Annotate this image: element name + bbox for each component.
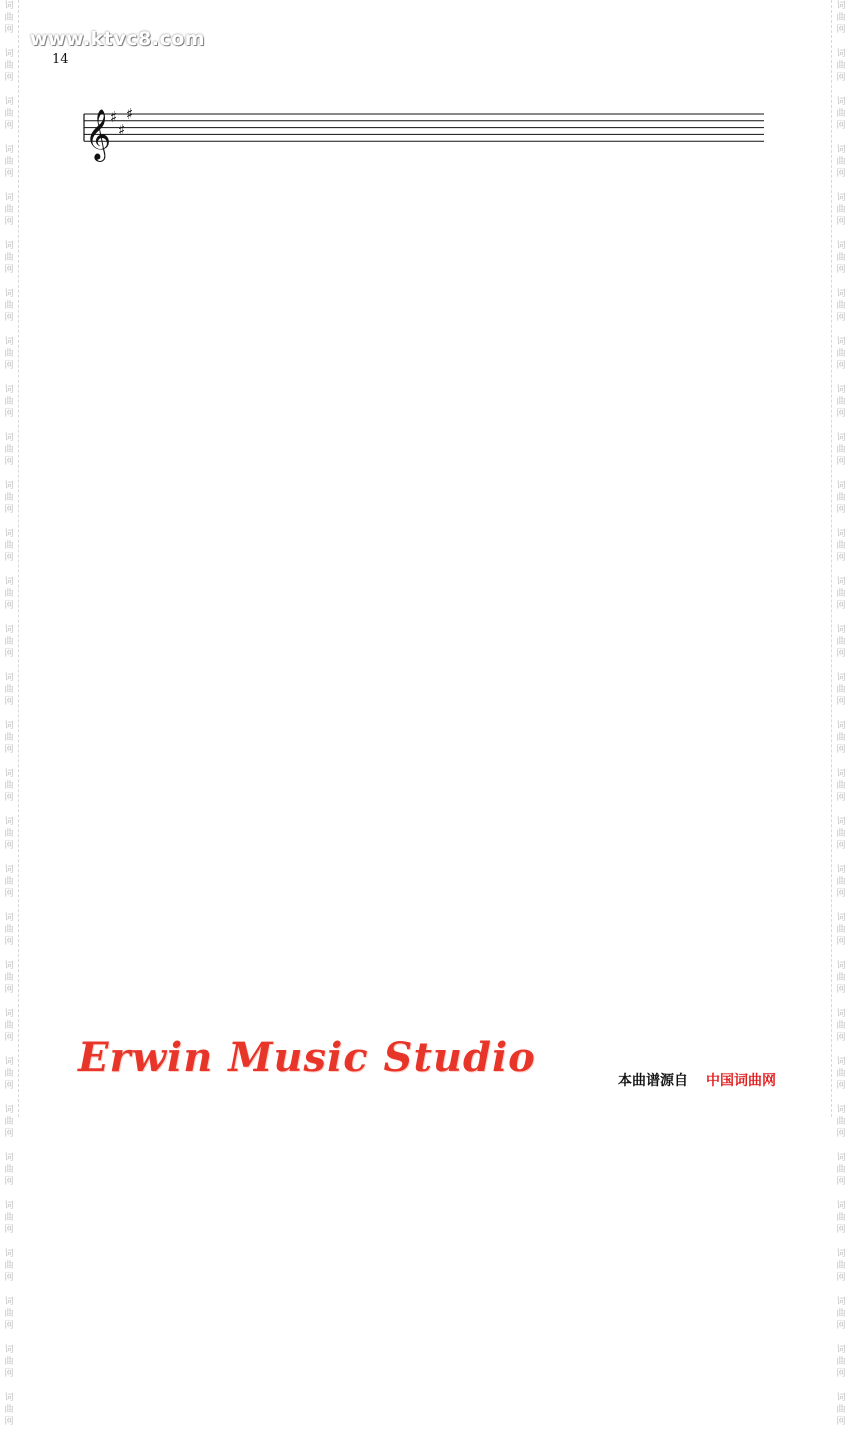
side-watermark-gap (0, 1332, 18, 1344)
side-watermark-glyph: 曲 (4, 1309, 14, 1319)
side-watermark-glyph: 网 (836, 1321, 846, 1331)
side-watermark-glyph: 网 (836, 217, 846, 227)
side-watermark-glyph: 词 (836, 625, 846, 635)
side-watermark-glyph: 词 (836, 769, 846, 779)
side-watermark-glyph: 曲 (4, 301, 14, 311)
side-watermark-glyph: 曲 (836, 109, 846, 119)
side-watermark-glyph: 词 (836, 577, 846, 587)
side-watermark-glyph: 曲 (836, 1117, 846, 1127)
side-watermark-glyph: 曲 (836, 637, 846, 647)
side-watermark-glyph: 词 (4, 769, 14, 779)
side-watermark-glyph: 网 (836, 649, 846, 659)
side-watermark-glyph: 词 (4, 1105, 14, 1115)
side-watermark-glyph: 曲 (4, 1261, 14, 1271)
side-watermark-glyph: 网 (4, 649, 14, 659)
side-watermark-glyph: 曲 (4, 205, 14, 215)
side-watermark-glyph: 曲 (836, 1069, 846, 1079)
side-watermark-glyph: 网 (4, 937, 14, 947)
side-watermark-glyph: 词 (836, 1249, 846, 1259)
side-watermark-glyph: 词 (4, 1057, 14, 1067)
side-watermark-glyph: 曲 (4, 109, 14, 119)
side-watermark-glyph: 曲 (4, 445, 14, 455)
side-watermark-glyph: 词 (836, 49, 846, 59)
side-watermark-glyph: 词 (836, 1297, 846, 1307)
side-watermark-glyph: 词 (836, 913, 846, 923)
side-watermark-glyph: 词 (836, 1153, 846, 1163)
side-watermark-glyph: 网 (4, 505, 14, 515)
side-watermark-glyph: 网 (836, 1033, 846, 1043)
side-watermark-glyph: 网 (836, 265, 846, 275)
side-watermark-glyph: 词 (836, 97, 846, 107)
side-watermark-gap (832, 1284, 850, 1296)
side-watermark-glyph: 网 (836, 313, 846, 323)
side-watermark-glyph: 曲 (836, 1165, 846, 1175)
side-watermark-glyph: 词 (836, 1, 846, 11)
side-watermark-glyph: 曲 (836, 61, 846, 71)
side-watermark-glyph: 曲 (836, 1261, 846, 1271)
side-watermark-glyph: 词 (836, 145, 846, 155)
side-watermark-glyph: 网 (4, 985, 14, 995)
side-watermark-glyph: 曲 (836, 733, 846, 743)
side-watermark-glyph: 词 (4, 1393, 14, 1403)
side-watermark-glyph: 词 (836, 433, 846, 443)
side-watermark-glyph: 网 (836, 361, 846, 371)
side-watermark-glyph: 词 (836, 865, 846, 875)
side-watermark-glyph: 曲 (4, 1165, 14, 1175)
side-watermark-glyph: 曲 (836, 1309, 846, 1319)
side-watermark-glyph: 曲 (4, 877, 14, 887)
side-watermark-gap (832, 1188, 850, 1200)
side-watermark-glyph: 词 (4, 1297, 14, 1307)
side-watermark-glyph: 网 (4, 1129, 14, 1139)
side-watermark-glyph: 网 (4, 169, 14, 179)
side-watermark-glyph: 网 (4, 745, 14, 755)
side-watermark-glyph: 词 (836, 1345, 846, 1355)
side-watermark-glyph: 曲 (4, 1213, 14, 1223)
side-watermark-gap (0, 1140, 18, 1152)
side-watermark-glyph: 词 (4, 1153, 14, 1163)
side-watermark-glyph: 曲 (4, 493, 14, 503)
side-watermark-glyph: 曲 (836, 13, 846, 23)
side-watermark-glyph: 曲 (836, 493, 846, 503)
side-watermark-glyph: 网 (4, 265, 14, 275)
side-watermark-glyph: 网 (4, 1369, 14, 1379)
side-watermark-glyph: 网 (4, 457, 14, 467)
side-watermark-glyph: 词 (4, 721, 14, 731)
side-watermark-glyph: 网 (836, 697, 846, 707)
side-watermark-glyph: 词 (4, 1, 14, 11)
side-watermark-gap (0, 1428, 18, 1440)
side-watermark-glyph: 词 (4, 193, 14, 203)
side-watermark-gap (832, 1380, 850, 1392)
side-watermark-glyph: 网 (4, 1081, 14, 1091)
side-watermark-glyph: 网 (836, 889, 846, 899)
side-watermark-glyph: 网 (836, 1369, 846, 1379)
side-watermark-gap (0, 1380, 18, 1392)
side-watermark-glyph: 网 (4, 121, 14, 131)
side-watermark-glyph: 网 (4, 1033, 14, 1043)
side-watermark-glyph: 词 (836, 961, 846, 971)
side-watermark-glyph: 词 (4, 433, 14, 443)
side-watermark-glyph: 词 (4, 49, 14, 59)
side-watermark-glyph: 词 (836, 673, 846, 683)
side-watermark-glyph: 词 (4, 97, 14, 107)
side-watermark-glyph: 曲 (4, 1357, 14, 1367)
side-watermark-glyph: 曲 (4, 1069, 14, 1079)
site-watermark: www.ktvc8.com (30, 28, 206, 50)
side-watermark-glyph: 词 (4, 865, 14, 875)
source-label: 本曲谱源自 (618, 1073, 688, 1089)
side-watermark-glyph: 网 (4, 601, 14, 611)
side-watermark-glyph: 曲 (836, 157, 846, 167)
side-watermark-glyph: 网 (4, 1177, 14, 1187)
side-watermark-glyph: 词 (4, 961, 14, 971)
side-watermark-glyph: 词 (4, 145, 14, 155)
side-watermark-glyph: 曲 (836, 829, 846, 839)
side-watermark-glyph: 曲 (836, 253, 846, 263)
side-watermark-glyph: 曲 (4, 733, 14, 743)
side-watermark-glyph: 网 (836, 169, 846, 179)
side-watermark-glyph: 词 (4, 241, 14, 251)
side-watermark-gap (0, 1236, 18, 1248)
side-watermark-glyph: 词 (4, 817, 14, 827)
side-watermark-glyph: 网 (4, 889, 14, 899)
side-watermark-glyph: 网 (4, 313, 14, 323)
side-watermark-glyph: 曲 (4, 253, 14, 263)
side-watermark-glyph: 曲 (836, 973, 846, 983)
side-watermark-glyph: 词 (836, 1201, 846, 1211)
side-watermark-gap (832, 1332, 850, 1344)
side-watermark-gap (0, 1284, 18, 1296)
side-watermark-glyph: 网 (4, 793, 14, 803)
side-watermark-glyph: 曲 (836, 445, 846, 455)
side-watermark-glyph: 词 (4, 577, 14, 587)
side-watermark-glyph: 网 (4, 1273, 14, 1283)
sharp-icon: ♯ (126, 105, 134, 123)
staff-system (84, 105, 764, 162)
side-watermark-glyph: 词 (4, 1345, 14, 1355)
side-watermark-glyph: 网 (4, 217, 14, 227)
side-watermark-glyph: 曲 (4, 685, 14, 695)
treble-clef-icon: 𝄞 (85, 109, 112, 161)
side-watermark-glyph: 词 (4, 1201, 14, 1211)
side-watermark-glyph: 网 (836, 1129, 846, 1139)
side-watermark-glyph: 网 (836, 1081, 846, 1091)
side-watermark-glyph: 曲 (4, 397, 14, 407)
side-watermark-glyph: 曲 (4, 829, 14, 839)
side-watermark-glyph: 曲 (836, 685, 846, 695)
side-watermark-glyph: 网 (836, 553, 846, 563)
page-number: 14 (52, 52, 69, 67)
side-watermark-glyph: 曲 (4, 1021, 14, 1031)
side-watermark-glyph: 词 (4, 913, 14, 923)
side-watermark-glyph: 网 (4, 1225, 14, 1235)
side-watermark-glyph: 曲 (4, 781, 14, 791)
side-watermark-glyph: 词 (836, 289, 846, 299)
side-watermark-glyph: 网 (4, 553, 14, 563)
side-watermark-glyph: 网 (4, 409, 14, 419)
side-watermark-glyph: 词 (4, 1009, 14, 1019)
side-watermark-glyph: 词 (4, 529, 14, 539)
side-watermark-glyph: 网 (836, 121, 846, 131)
side-watermark-glyph: 网 (836, 985, 846, 995)
side-watermark-glyph: 网 (836, 1177, 846, 1187)
side-watermark-glyph: 曲 (836, 541, 846, 551)
sharp-icon: ♯ (118, 121, 126, 140)
side-watermark-glyph: 网 (836, 793, 846, 803)
side-watermark-glyph: 曲 (4, 541, 14, 551)
side-watermark-glyph: 词 (836, 481, 846, 491)
side-watermark-glyph: 网 (4, 25, 14, 35)
side-watermark-glyph: 曲 (836, 1357, 846, 1367)
side-watermark-glyph: 词 (4, 625, 14, 635)
side-watermark-glyph: 网 (836, 1273, 846, 1283)
side-watermark-glyph: 词 (4, 385, 14, 395)
side-watermark-glyph: 曲 (4, 1117, 14, 1127)
side-watermark-glyph: 词 (836, 385, 846, 395)
side-watermark-glyph: 网 (4, 1321, 14, 1331)
sharp-icon: ♯ (110, 108, 118, 126)
side-watermark-glyph: 网 (836, 937, 846, 947)
side-watermark-glyph: 曲 (4, 349, 14, 359)
side-watermark-glyph: 曲 (836, 925, 846, 935)
side-watermark-glyph: 网 (836, 73, 846, 83)
side-watermark-glyph: 曲 (836, 397, 846, 407)
side-watermark-glyph: 词 (836, 1057, 846, 1067)
side-watermark-glyph: 曲 (4, 925, 14, 935)
side-watermark-gap (832, 1236, 850, 1248)
side-watermark-glyph: 网 (4, 697, 14, 707)
side-watermark-glyph: 词 (4, 337, 14, 347)
source-site: 中国词曲网 (706, 1073, 776, 1089)
side-watermark-glyph: 曲 (836, 589, 846, 599)
studio-logo: Erwin Music Studio (78, 1034, 536, 1081)
side-watermark-glyph: 曲 (836, 877, 846, 887)
side-watermark-glyph: 曲 (4, 973, 14, 983)
side-watermark-glyph: 曲 (836, 349, 846, 359)
side-watermark-glyph: 网 (836, 457, 846, 467)
side-watermark-glyph: 词 (836, 1009, 846, 1019)
side-watermark-glyph: 网 (836, 25, 846, 35)
side-watermark-glyph: 曲 (836, 205, 846, 215)
side-watermark-glyph: 曲 (4, 589, 14, 599)
source-credit (618, 1070, 776, 1090)
side-watermark-glyph: 网 (836, 409, 846, 419)
side-watermark-glyph: 词 (4, 289, 14, 299)
side-watermark-glyph: 网 (836, 745, 846, 755)
side-watermark-glyph: 词 (4, 1249, 14, 1259)
side-watermark-glyph: 曲 (836, 781, 846, 791)
side-watermark-glyph: 词 (4, 481, 14, 491)
side-watermark-gap (832, 1428, 850, 1440)
side-watermark-glyph: 网 (4, 1417, 14, 1427)
side-watermark-glyph: 网 (4, 361, 14, 371)
side-watermark-glyph: 曲 (4, 1405, 14, 1415)
side-watermark-gap (0, 1188, 18, 1200)
side-watermark-glyph: 网 (4, 841, 14, 851)
side-watermark-glyph: 词 (836, 193, 846, 203)
side-watermark-glyph: 网 (4, 73, 14, 83)
side-watermark-glyph: 曲 (4, 157, 14, 167)
side-watermark-gap (832, 1140, 850, 1152)
side-watermark-glyph: 曲 (4, 13, 14, 23)
side-watermark-glyph: 网 (836, 841, 846, 851)
side-watermark-glyph: 网 (836, 1225, 846, 1235)
side-watermark-glyph: 词 (836, 817, 846, 827)
side-watermark-glyph: 曲 (836, 1021, 846, 1031)
side-watermark-glyph: 网 (836, 505, 846, 515)
side-watermark-glyph: 曲 (836, 1405, 846, 1415)
side-watermark-glyph: 词 (836, 337, 846, 347)
side-watermark-glyph: 词 (836, 1393, 846, 1403)
side-watermark-glyph: 词 (836, 241, 846, 251)
side-watermark-glyph: 词 (836, 1105, 846, 1115)
side-watermark-glyph: 网 (836, 601, 846, 611)
side-watermark-glyph: 词 (836, 529, 846, 539)
side-watermark-glyph: 词 (4, 673, 14, 683)
side-watermark-glyph: 曲 (4, 637, 14, 647)
side-watermark-glyph: 网 (836, 1417, 846, 1427)
side-watermark-glyph: 曲 (836, 301, 846, 311)
side-watermark-glyph: 曲 (4, 61, 14, 71)
side-watermark-glyph: 词 (836, 721, 846, 731)
side-watermark-glyph: 曲 (836, 1213, 846, 1223)
